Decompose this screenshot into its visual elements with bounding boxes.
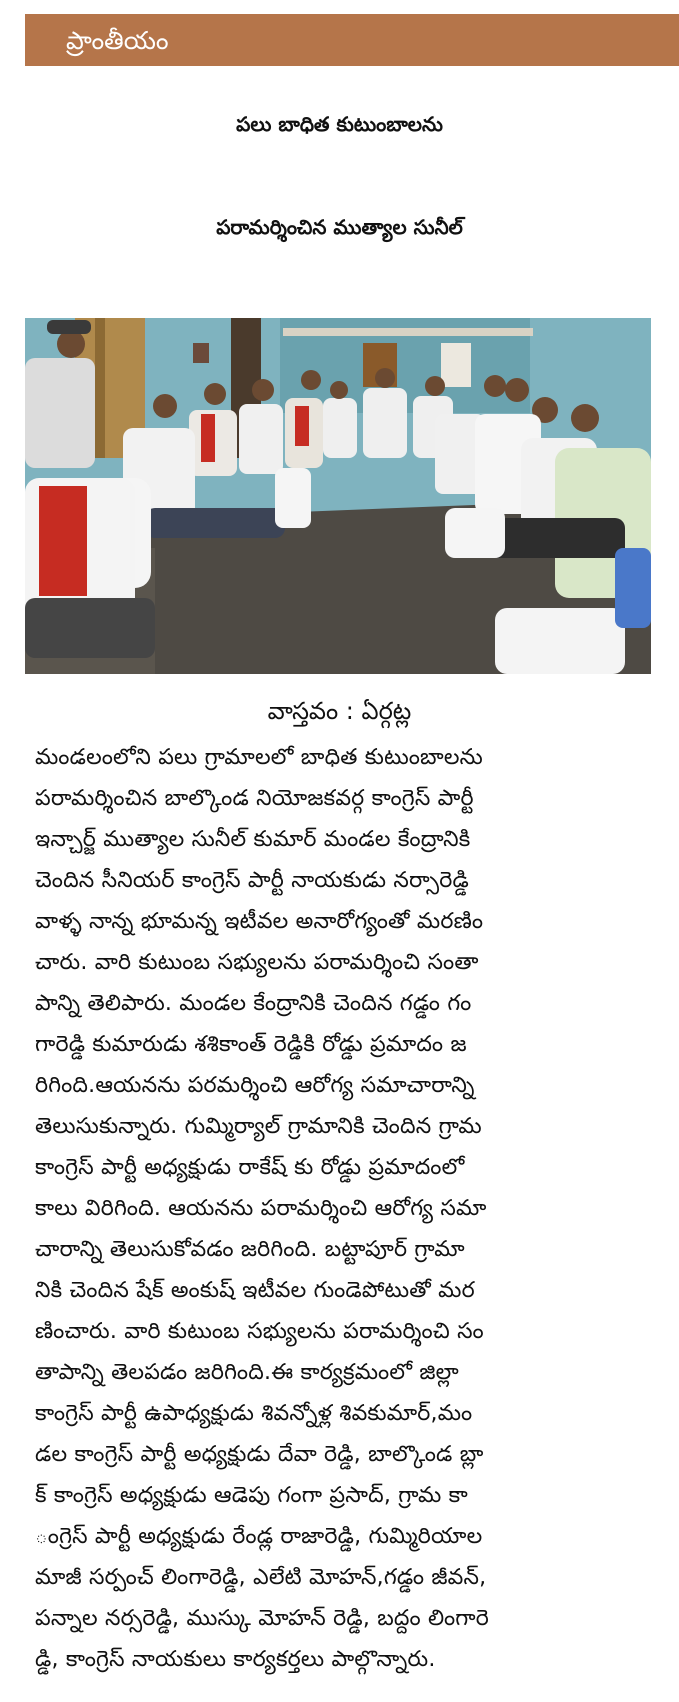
article-line: ణించారు. వారి కుటుంబ సభ్యులను పరామర్శించి సం <box>35 1319 484 1344</box>
article-line: చారు. వారి కుటుంబ సభ్యులను పరామర్శించి సంతా <box>35 950 479 975</box>
article-line: పన్నాల నర్సరెడ్డి, ముస్కు మోహన్ రెడ్డి, బద్దం లింగారె <box>35 1606 490 1631</box>
article-line: కాంగ్రెస్ పార్టీ అధ్యక్షుడు రాకేష్ కు రోడ్డు ప్రమాదంలో <box>35 1155 465 1180</box>
dateline: వాస్తవం : ఏర్గట్ల <box>267 697 412 725</box>
headline-line-1: పలు బాధిత కుటుంబాలను <box>236 112 443 136</box>
article-line: రిగింది.ఆయనను పరమర్శించి ఆరోగ్య సమాచారాన్ని <box>35 1073 475 1098</box>
article-line: పరామర్శించిన బాల్కొండ నియోజకవర్గ కాంగ్రెస్ పార్టీ <box>35 786 474 811</box>
article-line: గారెడ్డి కుమారుడు శశికాంత్ రెడ్డికి రోడ్డు ప్రమాదం జ <box>35 1032 467 1057</box>
article-body <box>35 737 660 1680</box>
article-line: పాన్ని తెలిపారు. మండల కేంద్రానికి చెందిన గడ్డం గం <box>35 991 472 1016</box>
article-line: డ్డి, కాంగ్రెస్ నాయకులు కార్యకర్తలు పాల్గొన్నారు. <box>35 1647 436 1672</box>
article-line: వాళ్ళ నాన్న భూమన్న ఇటీవల అనారోగ్యంతో మరణిం <box>35 909 484 934</box>
article-line: చారాన్ని తెలుసుకోవడం జరిగింది. బట్టాపూర్ గ్రామా <box>35 1237 465 1262</box>
article-line: మాజీ సర్పంచ్ లింగారెడ్డి, ఎలేటి మోహన్,గడ్డం జీవన్, <box>35 1565 487 1590</box>
article-line: మండలంలోని పలు గ్రామాలలో బాధిత కుటుంబాలను <box>35 745 483 770</box>
news-photo <box>25 318 651 674</box>
article-line: కాంగ్రెస్ పార్టీ ఉపాధ్యక్షుడు శివన్నోళ్ల శివకుమార్,మం <box>35 1401 473 1426</box>
section-label: ప్రాంతీయం <box>66 26 169 55</box>
headline-line-2: పరామర్శించిన ముత్యాల సునీల్ <box>216 215 463 239</box>
article-line: తెలుసుకున్నారు. గుమ్మిర్యాల్ గ్రామానికి చెందిన గ్రామ <box>35 1114 482 1139</box>
article-line: కాలు విరిగింది. ఆయనను పరామర్శించి ఆరోగ్య సమా <box>35 1196 487 1221</box>
article-line: క్ కాంగ్రెస్ అధ్యక్షుడు ఆడెపు గంగా ప్రసాద్, గ్రామ కా <box>35 1483 468 1508</box>
article-line: ంగ్రెస్ పార్టీ అధ్యక్షుడు రేండ్ల రాజారెడ్డి, గుమ్మిరియాల <box>35 1524 483 1549</box>
photo-illustration <box>25 318 651 674</box>
article-line: ఇన్చార్జ్ ముత్యాల సునీల్ కుమార్ మండల కేంద్రానికి <box>35 827 471 852</box>
article-line: నికి చెందిన షేక్ అంకుష్ ఇటీవల గుండెపోటుతో మర <box>35 1278 475 1303</box>
article-line: డల కాంగ్రెస్ పార్టీ అధ్యక్షుడు దేవా రెడ్డి, బాల్కొండ బ్లా <box>35 1442 484 1467</box>
article-line: తాపాన్ని తెలపడం జరిగింది.ఈ కార్యక్రమంలో జిల్లా <box>35 1360 459 1385</box>
article-line: చెందిన సీనియర్ కాంగ్రెస్ పార్టీ నాయకుడు నర్సారెడ్డి <box>35 868 469 893</box>
